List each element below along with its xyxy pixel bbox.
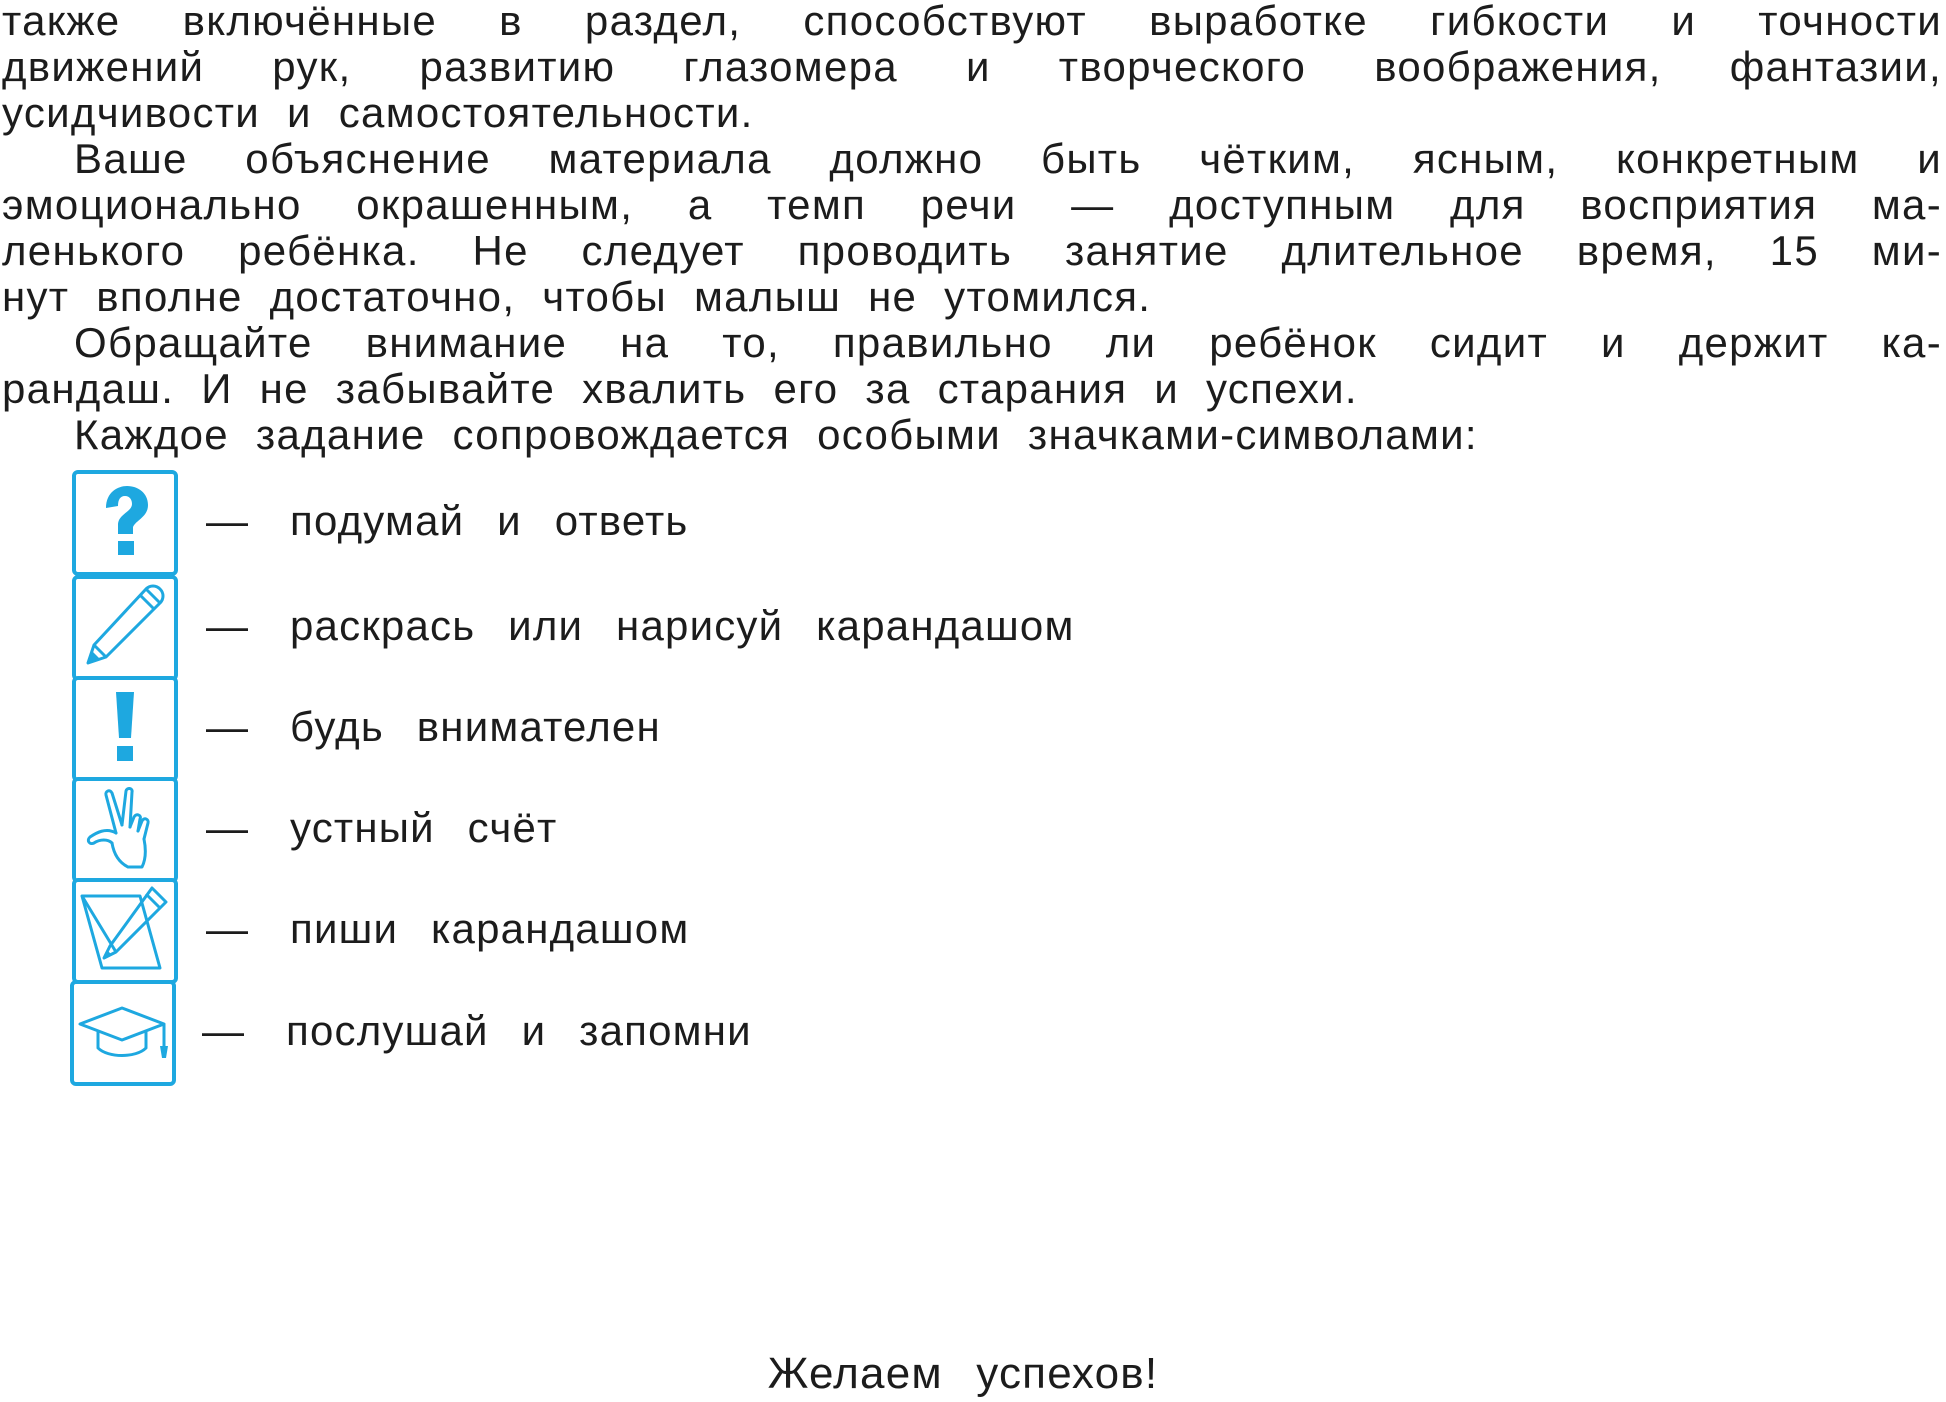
paragraph-line: эмоционально окрашенным, а темп речи — доступным для восприятия ма- [2,181,1942,228]
paragraph-line: усидчивости и самостоятельности. [2,89,754,136]
legend-label: послушай и запомни [286,1007,752,1054]
exclamation-icon [72,676,178,782]
legend-dash: — [206,497,248,544]
paragraph-line: Ваше объяснение материала должно быть чётким, ясным, конкретным и [74,135,1942,182]
counting-hand-icon [72,777,178,883]
legend-label: подумай и ответь [290,497,689,544]
legend-dash: — [206,703,248,750]
paragraph-line: ленького ребёнка. Не следует проводить занятие длительное время, 15 ми- [2,227,1942,274]
legend-item-mental-arithmetic [72,777,1372,887]
paragraph-line: также включённые в раздел, способствуют выработке гибкости и точности [2,0,1942,44]
pencil-icon [72,575,178,681]
legend-item-be-attentive [72,676,1372,786]
legend-item-think-and-answer [72,470,1372,580]
writing-pen-icon [72,878,178,984]
closing-wish: Желаем успехов! [767,1349,1159,1398]
legend-item-listen-and-remember [72,980,1372,1090]
legend-dash: — [202,1007,244,1054]
paragraph-line: нут вполне достаточно, чтобы малыш не утомился. [2,273,1152,320]
paragraph-line: Обращайте внимание на то, правильно ли ребёнок сидит и держит ка- [74,319,1942,366]
legend-dash: — [206,602,248,649]
paragraph-line: движений рук, развитию глазомера и творческого воображения, фантазии, [2,43,1942,90]
paragraph-line: Каждое задание сопровождается особыми значками-символами: [74,411,1478,458]
graduation-cap-icon [70,980,176,1086]
legend-dash: — [206,804,248,851]
question-mark-icon [72,470,178,576]
legend-item-write-with-pencil [72,878,1372,988]
legend-item-color-or-draw [72,575,1372,685]
legend-label: будь внимателен [290,703,661,750]
legend-dash: — [206,905,248,952]
legend-label: пиши карандашом [290,905,690,952]
legend-label: раскрась или нарисуй карандашом [290,602,1075,649]
legend-label: устный счёт [290,804,558,851]
paragraph-line: рандаш. И не забывайте хвалить его за старания и успехи. [2,365,1358,412]
